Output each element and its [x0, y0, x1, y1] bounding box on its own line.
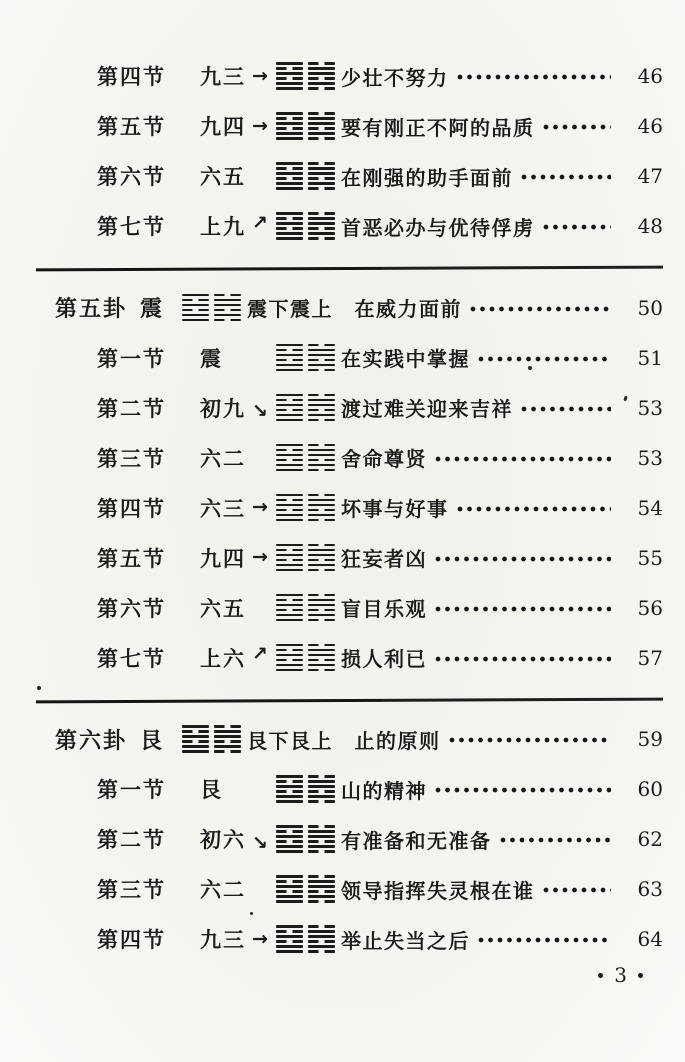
- hexagram-left-block: [276, 394, 303, 422]
- page-ref: 47: [637, 164, 663, 188]
- toc-row: [0, 51, 685, 101]
- hexagram-icon: [276, 212, 338, 240]
- hexagram-icon: [276, 112, 338, 140]
- hexagram-left-block: [276, 62, 303, 90]
- hexagram-icon: [276, 594, 338, 622]
- toc-row: [0, 633, 685, 683]
- page-ref: 51: [637, 345, 663, 370]
- toc-row: [0, 101, 685, 151]
- hexagram-left-block: [276, 875, 303, 903]
- hexagram-left-block: [182, 725, 209, 753]
- dot-leader: [521, 174, 611, 180]
- row-label: 第六节: [97, 165, 166, 189]
- page-ref: 53: [637, 395, 663, 420]
- scan-speck: [37, 686, 41, 690]
- hexagram-left-block: [276, 444, 303, 472]
- dot-leader: [435, 556, 611, 562]
- section-divider: [36, 266, 663, 271]
- row-title: 损人利已: [341, 649, 427, 672]
- hexagram-icon: [276, 162, 338, 190]
- hexagram-icon: [276, 825, 338, 853]
- hexagram-icon: [276, 494, 338, 522]
- dot-leader: [449, 737, 612, 743]
- change-arrow-icon: →: [252, 927, 268, 950]
- hexagram-left-block: [276, 594, 303, 622]
- hexagram-left-block: [276, 162, 303, 190]
- hexagram-icon: [182, 725, 244, 753]
- dot-leader: [478, 356, 611, 362]
- dot-leader: [500, 837, 612, 843]
- row-title: 在刚强的助手面前: [341, 167, 513, 190]
- hexagram-left-block: [276, 112, 303, 140]
- line-name: 六三: [200, 496, 246, 521]
- hexagram-right-block: [308, 344, 335, 372]
- hexagram-icon: [276, 544, 338, 572]
- dot-leader: [543, 224, 612, 230]
- toc-row: [0, 151, 685, 201]
- page-ref: 63: [637, 877, 663, 902]
- line-name: 九四: [200, 115, 246, 139]
- row-title: 首恶必办与优待俘虏: [341, 217, 535, 240]
- hexagram-right-block: [308, 644, 335, 672]
- page-number-value: 3: [614, 963, 627, 987]
- page-ref: 46: [637, 64, 663, 88]
- row-title: 山的精神: [341, 780, 427, 803]
- page-ref: 53: [637, 445, 663, 470]
- dot-leader: [470, 306, 611, 312]
- row-label: 第三节: [97, 878, 166, 903]
- scan-speck: [250, 912, 253, 915]
- page-ref: 56: [637, 595, 663, 620]
- hexagram-icon: [182, 294, 244, 322]
- line-name: 震: [140, 296, 165, 322]
- footer-dot-icon: [638, 973, 643, 978]
- row-label: 第一节: [97, 778, 166, 803]
- change-arrow-icon: ↗: [252, 211, 268, 234]
- change-arrow-icon: →: [252, 496, 268, 519]
- footer-dot-icon: [598, 973, 603, 978]
- line-name: 九三: [200, 928, 246, 953]
- hexagram-left-block: [276, 775, 303, 803]
- change-arrow-icon: →: [252, 546, 268, 569]
- toc-row: [0, 864, 685, 914]
- row-label: 第三节: [97, 446, 166, 471]
- hexagram-left-block: [276, 825, 303, 853]
- hexagram-left-block: [276, 644, 303, 672]
- toc-row: [0, 583, 685, 633]
- hexagram-right-block: [308, 444, 335, 472]
- row-title: 狂妄者凶: [341, 549, 427, 572]
- row-label: 第五节: [97, 546, 166, 571]
- dot-leader: [457, 506, 612, 512]
- dot-leader: [543, 124, 612, 130]
- hexagram-left-block: [276, 212, 303, 240]
- row-label: 第七节: [97, 646, 166, 671]
- row-label: 第一节: [97, 346, 166, 371]
- hexagram-left-block: [276, 344, 303, 372]
- page-ref: 57: [637, 645, 663, 670]
- dot-leader: [543, 887, 612, 893]
- row-label: 第四节: [97, 496, 166, 521]
- hexagram-right-block: [214, 294, 241, 322]
- dot-leader: [435, 456, 611, 462]
- hexagram-right-block: [308, 594, 335, 622]
- hexagram-right-block: [308, 212, 335, 240]
- hexagram-right-block: [308, 544, 335, 572]
- row-label: 第四节: [97, 928, 166, 953]
- page-ref: 48: [637, 214, 663, 238]
- toc-row: [0, 764, 685, 814]
- page-ref: 60: [637, 777, 663, 802]
- row-title: 有准备和无准备: [341, 830, 492, 853]
- toc-row: [0, 333, 685, 383]
- hexagram-icon: [276, 444, 338, 472]
- dot-leader: [435, 606, 611, 612]
- hexagram-left-block: [276, 494, 303, 522]
- hexagram-right-block: [308, 494, 335, 522]
- hexagram-right-block: [308, 112, 335, 140]
- line-name: 上六: [200, 646, 246, 671]
- line-name: 震: [200, 346, 223, 371]
- line-name: 六五: [200, 165, 246, 189]
- row-label: 第二节: [97, 828, 166, 853]
- hexagram-icon: [276, 875, 338, 903]
- row-label: 第六卦: [55, 727, 128, 753]
- hexagram-left-block: [182, 294, 209, 322]
- hexagram-right-block: [308, 775, 335, 803]
- page-ref: 64: [637, 927, 663, 952]
- row-title: 盲目乐观: [341, 599, 427, 622]
- row-title: 在实践中掌握: [341, 349, 470, 372]
- row-title: 舍命尊贤: [341, 449, 427, 472]
- hexagram-icon: [276, 644, 338, 672]
- dot-leader: [457, 74, 612, 80]
- page-ref: 46: [637, 114, 663, 138]
- dot-leader: [478, 937, 611, 943]
- hexagram-right-block: [308, 925, 335, 953]
- hexagram-icon: [276, 344, 338, 372]
- hexagram-right-block: [308, 62, 335, 90]
- row-title: 领导指挥失灵根在谁: [341, 880, 535, 903]
- row-label: 第五卦: [55, 296, 128, 322]
- hexagram-left-block: [276, 544, 303, 572]
- hexagram-icon: [276, 62, 338, 90]
- toc-row: [0, 814, 685, 864]
- change-arrow-icon: ↘: [252, 831, 268, 854]
- line-name: 上九: [200, 215, 246, 239]
- page-ref: 59: [637, 727, 663, 752]
- hexagram-right-block: [308, 875, 335, 903]
- page-ref: 55: [637, 545, 663, 570]
- line-name: 初六: [200, 828, 246, 853]
- line-name: 九四: [200, 546, 246, 571]
- row-title: 渡过难关迎来吉祥: [341, 399, 513, 422]
- toc-row: [0, 201, 685, 251]
- hexagram-right-block: [308, 162, 335, 190]
- row-title: 震下震上 在威力面前: [247, 299, 462, 322]
- hexagram-icon: [276, 775, 338, 803]
- change-arrow-icon: →: [252, 114, 268, 137]
- line-name: 艮: [200, 778, 223, 803]
- line-name: 六二: [200, 878, 246, 903]
- toc-row: [0, 433, 685, 483]
- scan-speck: [528, 366, 532, 370]
- toc-row: [0, 283, 685, 333]
- change-arrow-icon: ↘: [252, 400, 268, 423]
- row-label: 第二节: [97, 396, 166, 421]
- change-arrow-icon: ↗: [252, 643, 268, 666]
- line-name: 六二: [200, 446, 246, 471]
- row-label: 第五节: [97, 115, 166, 139]
- toc-row: [0, 714, 685, 764]
- hexagram-right-block: [308, 394, 335, 422]
- line-name: 初九: [200, 396, 246, 421]
- line-name: 九三: [200, 65, 246, 89]
- row-title: 举止失当之后: [341, 930, 470, 953]
- change-arrow-icon: →: [252, 64, 268, 87]
- row-title: 少壮不努力: [341, 67, 449, 90]
- hexagram-right-block: [308, 825, 335, 853]
- line-name: 艮: [140, 727, 165, 753]
- row-title: 艮下艮上 止的原则: [247, 730, 441, 753]
- page-ref: 62: [637, 827, 663, 852]
- section-divider: [36, 697, 663, 702]
- row-label: 第四节: [97, 65, 166, 89]
- hexagram-right-block: [214, 725, 241, 753]
- row-title: 坏事与好事: [341, 499, 449, 522]
- row-label: 第七节: [97, 215, 166, 239]
- row-label: 第六节: [97, 596, 166, 621]
- dot-leader: [521, 406, 611, 412]
- row-title: 要有刚正不阿的品质: [341, 117, 535, 140]
- hexagram-icon: [276, 394, 338, 422]
- toc-row: [0, 483, 685, 533]
- line-name: 六五: [200, 596, 246, 621]
- toc-row: [0, 914, 685, 964]
- hexagram-left-block: [276, 925, 303, 953]
- page-ref: 50: [637, 295, 663, 320]
- dot-leader: [435, 656, 611, 662]
- page-number: [598, 963, 643, 987]
- toc-row: [0, 533, 685, 583]
- page-ref: 54: [637, 495, 663, 520]
- dot-leader: [435, 787, 611, 793]
- hexagram-icon: [276, 925, 338, 953]
- toc-row: [0, 383, 685, 433]
